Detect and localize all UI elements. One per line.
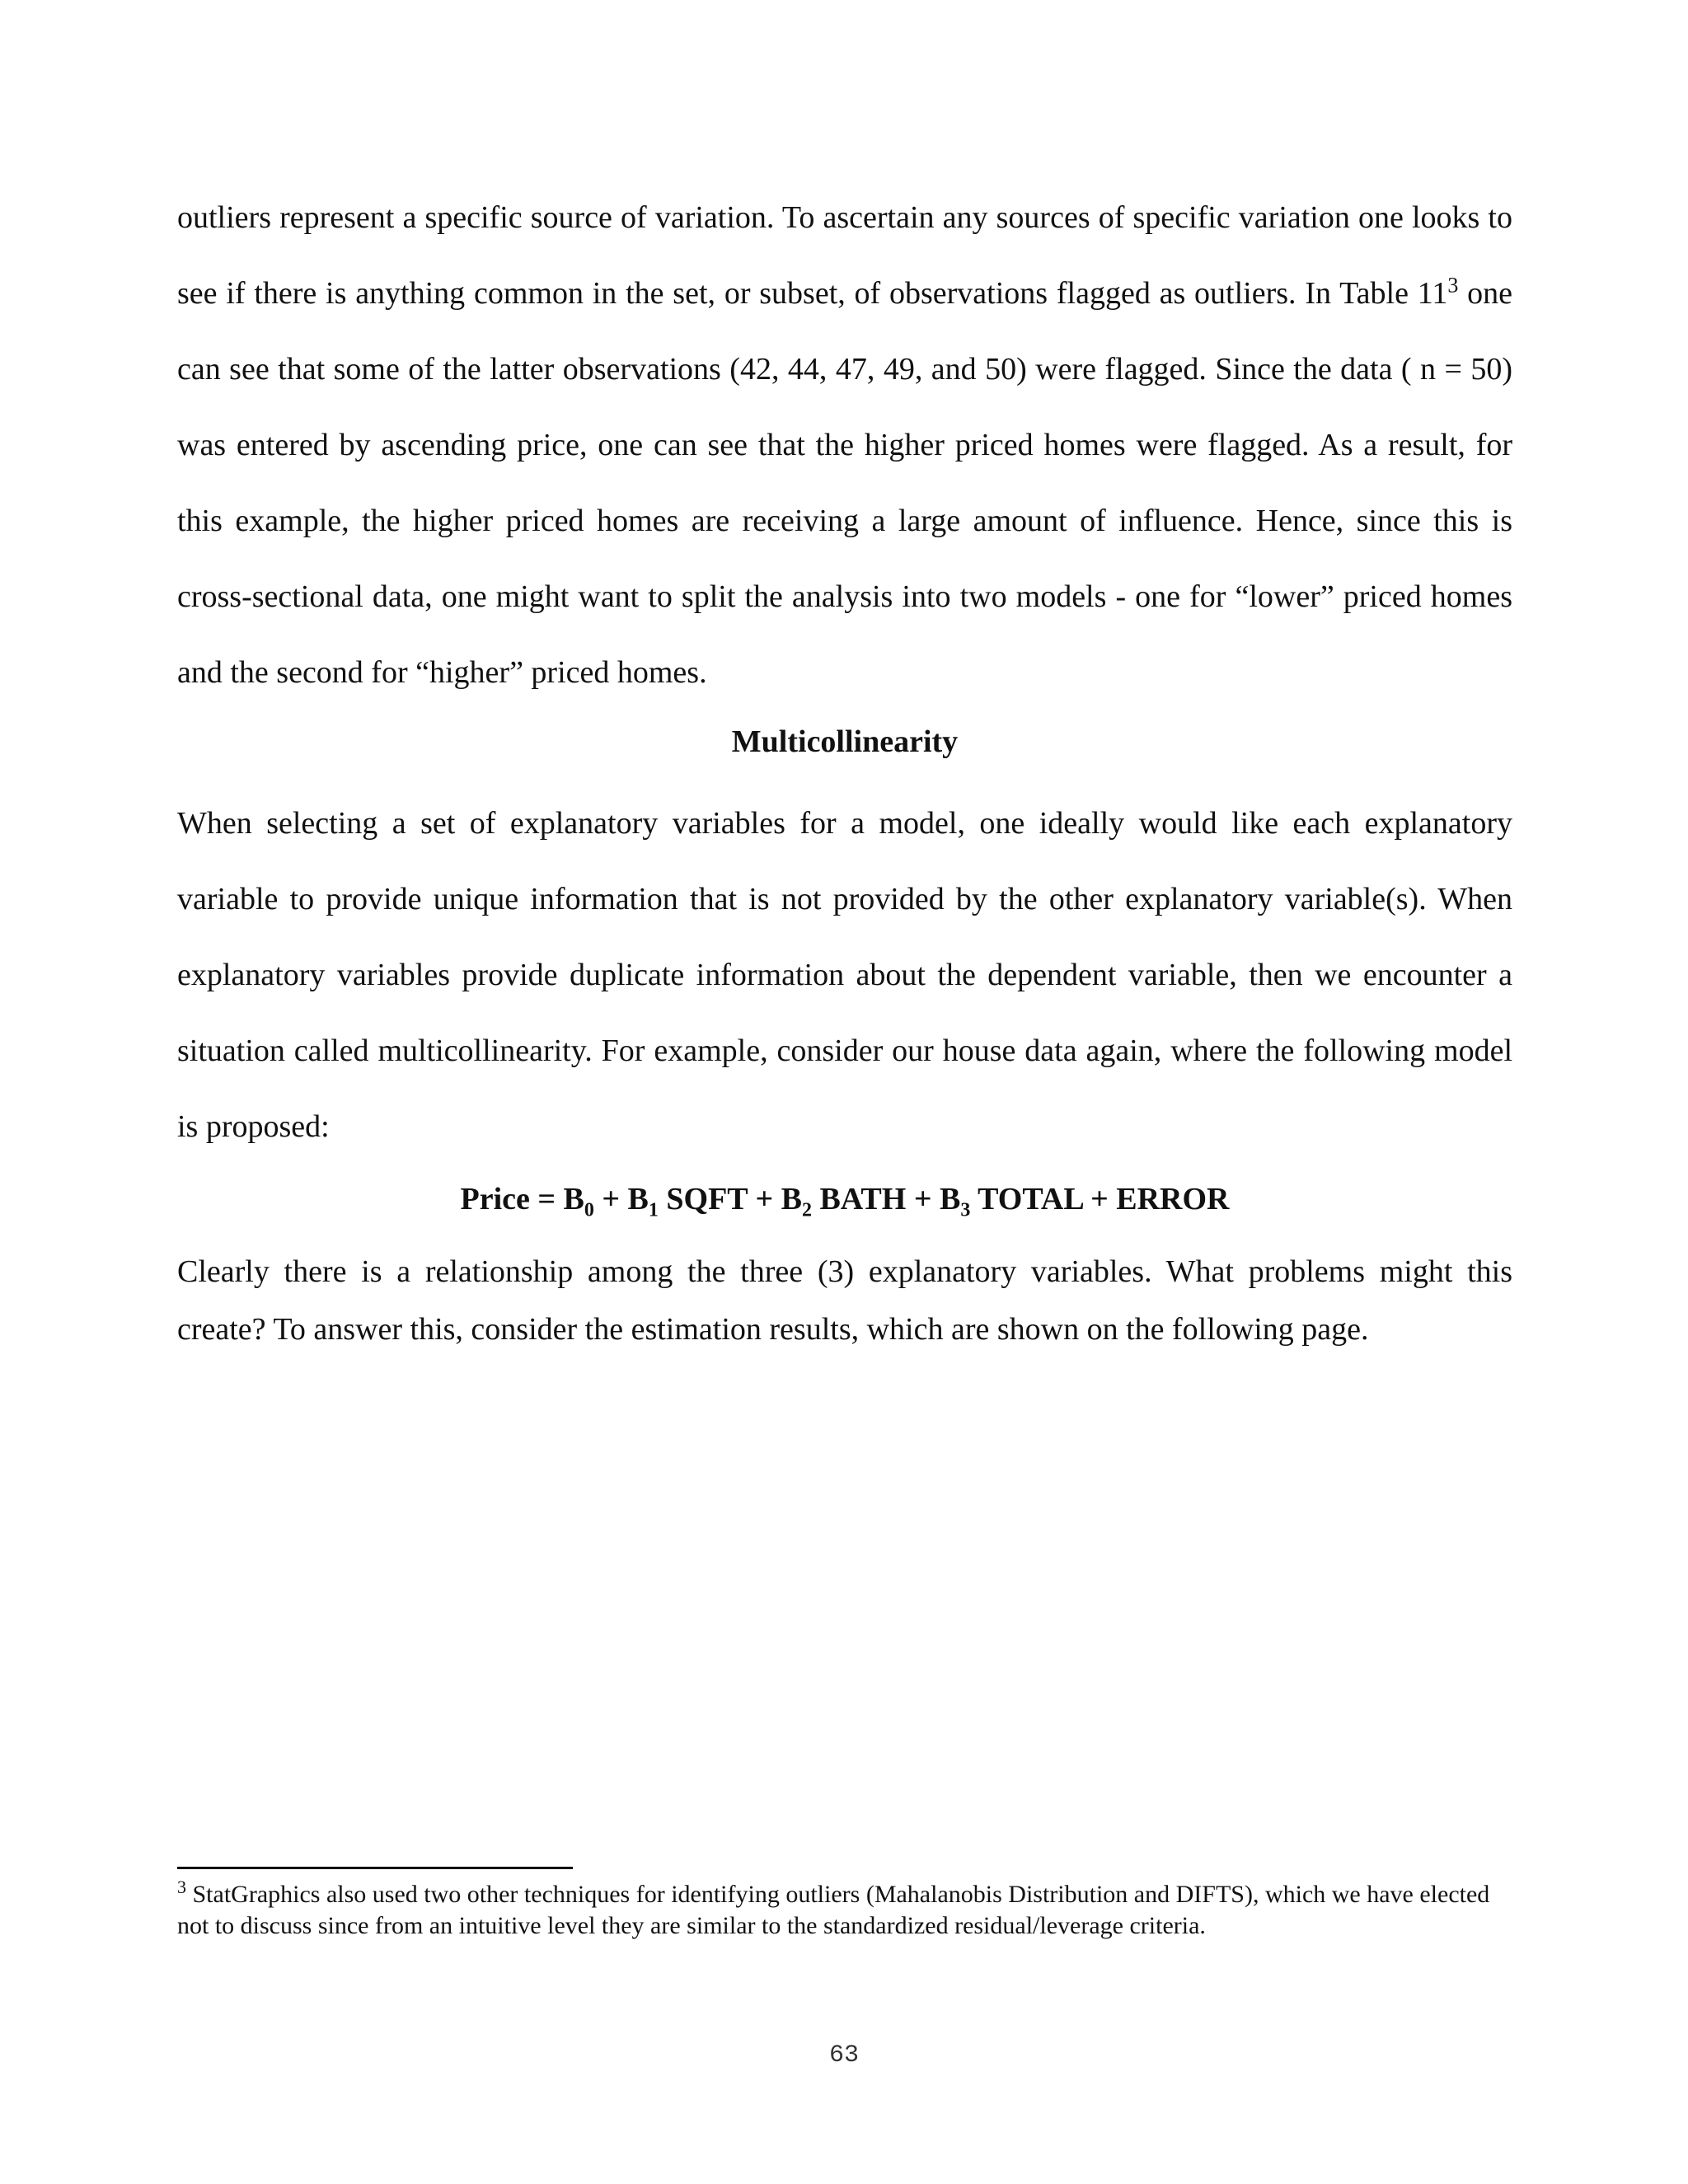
paragraph-outliers-text-a: outliers represent a specific source of variation. To ascertain any sources of specific variation one looks to see if there is anything common in the set, or subset, of observations flagged as outliers. In Table 11 — [177, 200, 1512, 311]
equation-subscript: 3 — [960, 1199, 971, 1221]
section-heading: Multicollinearity — [731, 724, 959, 759]
model-equation — [177, 1174, 1512, 1224]
footnote-reference: 3 — [1447, 273, 1459, 298]
equation-part: TOTAL + ERROR — [970, 1182, 1230, 1216]
page-number: 63 — [828, 2041, 859, 2069]
equation-subscript: 2 — [801, 1199, 812, 1221]
footnote-marker: 3 — [177, 1877, 186, 1897]
footnote-divider — [177, 1867, 573, 1869]
equation-part: + B — [593, 1182, 649, 1216]
paragraph-outliers — [177, 180, 1512, 710]
equation-part: SQFT + B — [658, 1182, 802, 1216]
footnote — [177, 1879, 1512, 1942]
footnote-text: StatGraphics also used two other techniques for identifying outliers (Mahalanobis Distribution and DIFTS), which we have elected not to discuss since from an intuitive level they are similar to the standardized residual/leverage criteria. — [177, 1881, 1490, 1939]
paragraph-problems-text: Clearly there is a relationship among the three (3) explanatory variables. What problems might this create? To answer this, consider the estimation results, which are shown on the following page. — [177, 1254, 1512, 1347]
equation-subscript: 0 — [584, 1199, 594, 1221]
paragraph-problems — [177, 1243, 1512, 1358]
equation-subscript: 1 — [648, 1199, 659, 1221]
paragraph-outliers-text — [177, 180, 1512, 710]
paragraph-outliers-text-b: one can see that some of the latter observations (42, 44, 47, 49, and 50) were flagged. Since the data ( n = 50) was entered by ascending price, one can see that the higher priced homes were flagged. As a result, for this example, the higher priced homes are receiving a large amount of influence. Hence, since this is cross-sectional data, one might want to split the analysis into two models - one for “lower” priced homes and the second for “higher” priced homes. — [177, 276, 1512, 690]
paragraph-multicollinearity-text: When selecting a set of explanatory variables for a model, one ideally would like each explanatory variable to provide unique information that is not provided by the other explanatory variable(s). When explanatory variables provide duplicate information about the dependent variable, then we encounter a situation called multicollinearity. For example, consider our house data again, where the following model is proposed: — [177, 806, 1512, 1144]
equation-part: Price = B — [460, 1182, 584, 1216]
paragraph-multicollinearity — [177, 785, 1512, 1165]
equation-part: BATH + B — [811, 1182, 961, 1216]
